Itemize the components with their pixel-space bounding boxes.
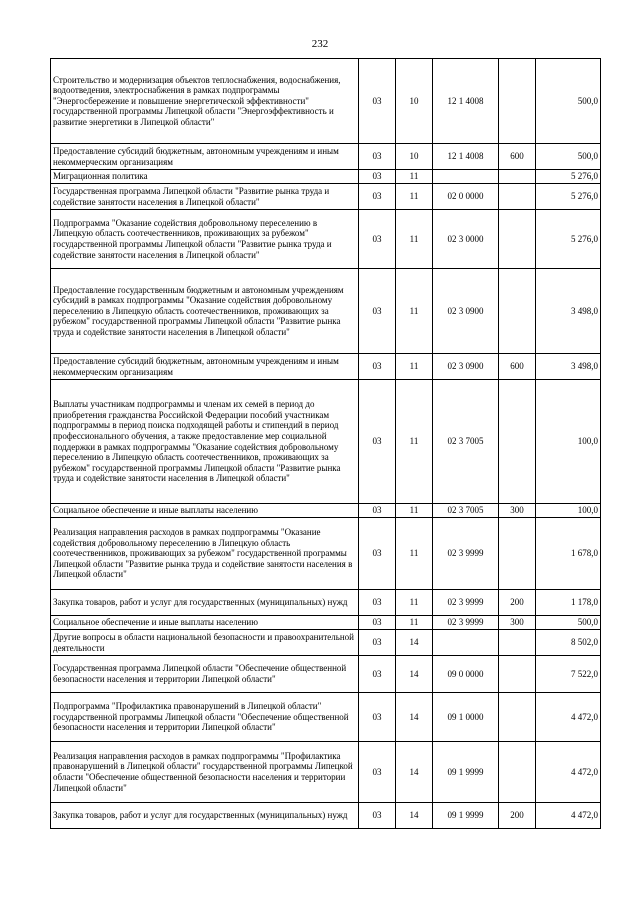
row-subsection: 11 — [396, 616, 433, 630]
row-amount: 4 472,0 — [536, 693, 601, 742]
row-amount: 1 678,0 — [536, 518, 601, 590]
row-section: 03 — [359, 693, 396, 742]
row-amount: 1 178,0 — [536, 590, 601, 616]
row-amount: 8 502,0 — [536, 630, 601, 656]
row-section: 03 — [359, 184, 396, 210]
row-subsection: 11 — [396, 354, 433, 380]
row-subsection: 14 — [396, 742, 433, 803]
row-expense — [499, 693, 536, 742]
row-name: Предоставление государственным бюджетным и автономным учреждениям субсидий в рамках подпрограммы "Оказание содействия добровольному переселению в Липецкую область соотечественников, проживающих за рубежом" государственной программы Липецкой области "Развитие рынка труда и содействие занятости населения в Липецкой области" — [51, 269, 359, 354]
row-section: 03 — [359, 590, 396, 616]
row-amount: 100,0 — [536, 504, 601, 518]
table-row — [51, 170, 601, 184]
row-name: Выплаты участникам подпрограммы и членам их семей в период до приобретения гражданства Российской Федерации пособий участникам подпрограммы в период поиска подходящей работы и стипендий в период профессионального обучения, а также предоставление мер социальной поддержки в рамках подпрограммы "Оказание содействия добровольному переселению в Липецкую область соотечественников, проживающих за рубежом" государственной программы Липецкой области "Развитие рынка труда и содействие занятости населения в Липецкой области" — [51, 380, 359, 504]
row-target: 02 3 9999 — [433, 616, 499, 630]
row-section: 03 — [359, 59, 396, 144]
row-name: Предоставление субсидий бюджетным, автономным учреждениям и иным некоммерческим организациям — [51, 354, 359, 380]
row-subsection: 11 — [396, 170, 433, 184]
row-subsection: 14 — [396, 803, 433, 829]
row-target: 02 3 7005 — [433, 504, 499, 518]
row-section: 03 — [359, 269, 396, 354]
row-amount: 3 498,0 — [536, 269, 601, 354]
row-section: 03 — [359, 518, 396, 590]
table-row — [51, 269, 601, 354]
row-expense: 300 — [499, 616, 536, 630]
row-amount: 4 472,0 — [536, 742, 601, 803]
row-name: Миграционная политика — [51, 170, 359, 184]
row-expense — [499, 630, 536, 656]
row-section: 03 — [359, 354, 396, 380]
row-expense — [499, 518, 536, 590]
row-target: 09 1 0000 — [433, 693, 499, 742]
row-amount: 100,0 — [536, 380, 601, 504]
row-expense — [499, 170, 536, 184]
row-expense: 600 — [499, 354, 536, 380]
row-section: 03 — [359, 210, 396, 269]
row-name: Подпрограмма "Оказание содействия добровольному переселению в Липецкую область соотечественников, проживающих за рубежом" государственной программы Липецкой области "Развитие рынка труда и содействие занятости населения в Липецкой области" — [51, 210, 359, 269]
row-name: Предоставление субсидий бюджетным, автономным учреждениям и иным некоммерческим организациям — [51, 144, 359, 170]
row-expense: 200 — [499, 803, 536, 829]
row-target: 12 1 4008 — [433, 59, 499, 144]
row-subsection: 11 — [396, 380, 433, 504]
table-row — [51, 504, 601, 518]
row-name: Социальное обеспечение и иные выплаты населению — [51, 616, 359, 630]
table-row — [51, 656, 601, 693]
table-row — [51, 144, 601, 170]
row-target: 02 3 0900 — [433, 269, 499, 354]
row-section: 03 — [359, 380, 396, 504]
row-subsection: 14 — [396, 630, 433, 656]
row-amount: 4 472,0 — [536, 803, 601, 829]
row-section: 03 — [359, 742, 396, 803]
row-target: 12 1 4008 — [433, 144, 499, 170]
row-expense: 200 — [499, 590, 536, 616]
row-section: 03 — [359, 630, 396, 656]
row-subsection: 11 — [396, 504, 433, 518]
row-section: 03 — [359, 616, 396, 630]
row-target: 02 3 9999 — [433, 518, 499, 590]
row-section: 03 — [359, 504, 396, 518]
row-subsection: 14 — [396, 693, 433, 742]
row-amount: 500,0 — [536, 144, 601, 170]
row-target: 02 3 0000 — [433, 210, 499, 269]
row-name: Реализация направления расходов в рамках подпрограммы "Профилактика правонарушений в Липецкой области" государственной программы Липецкой области "Обеспечение общественной безопасности населения и территории Липецкой области" — [51, 742, 359, 803]
row-target: 02 3 7005 — [433, 380, 499, 504]
row-amount: 7 522,0 — [536, 656, 601, 693]
table-row — [51, 184, 601, 210]
table-row — [51, 630, 601, 656]
table-row — [51, 616, 601, 630]
row-target: 02 3 0900 — [433, 354, 499, 380]
row-section: 03 — [359, 803, 396, 829]
row-subsection: 11 — [396, 590, 433, 616]
row-name: Государственная программа Липецкой области "Развитие рынка труда и содействие занятости населения в Липецкой области" — [51, 184, 359, 210]
table-row — [51, 59, 601, 144]
row-target — [433, 630, 499, 656]
table-row — [51, 693, 601, 742]
row-section: 03 — [359, 656, 396, 693]
row-name: Социальное обеспечение и иные выплаты населению — [51, 504, 359, 518]
table-row — [51, 803, 601, 829]
row-expense: 600 — [499, 144, 536, 170]
row-target: 09 1 9999 — [433, 742, 499, 803]
row-expense — [499, 210, 536, 269]
table-row — [51, 518, 601, 590]
row-name: Подпрограмма "Профилактика правонарушений в Липецкой области" государственной программы Липецкой области "Обеспечение общественной безопасности населения и территории Липецкой области" — [51, 693, 359, 742]
row-target: 02 0 0000 — [433, 184, 499, 210]
row-expense: 300 — [499, 504, 536, 518]
row-subsection: 11 — [396, 269, 433, 354]
row-subsection: 10 — [396, 59, 433, 144]
row-expense — [499, 656, 536, 693]
row-name: Строительство и модернизация объектов теплоснабжения, водоснабжения, водоотведения, электроснабжения в рамках подпрограммы "Энергосбережение и повышение энергетической эффективности" государственной программы Липецкой области "Энергоэффективность и развитие энергетики в Липецкой области" — [51, 59, 359, 144]
budget-table — [50, 58, 601, 829]
row-expense — [499, 269, 536, 354]
table-row — [51, 590, 601, 616]
row-expense — [499, 184, 536, 210]
row-name: Государственная программа Липецкой области "Обеспечение общественной безопасности населения и территории Липецкой области" — [51, 656, 359, 693]
row-expense — [499, 742, 536, 803]
row-amount: 3 498,0 — [536, 354, 601, 380]
row-subsection: 11 — [396, 518, 433, 590]
row-amount: 5 276,0 — [536, 184, 601, 210]
row-subsection: 11 — [396, 210, 433, 269]
row-name: Закупка товаров, работ и услуг для государственных (муниципальных) нужд — [51, 803, 359, 829]
row-expense — [499, 380, 536, 504]
row-target: 02 3 9999 — [433, 590, 499, 616]
table-row — [51, 380, 601, 504]
page-number: 232 — [311, 38, 329, 50]
row-target: 09 1 9999 — [433, 803, 499, 829]
table-row — [51, 354, 601, 380]
row-target: 09 0 0000 — [433, 656, 499, 693]
row-name: Закупка товаров, работ и услуг для государственных (муниципальных) нужд — [51, 590, 359, 616]
row-subsection: 14 — [396, 656, 433, 693]
table-row — [51, 742, 601, 803]
table-row — [51, 210, 601, 269]
row-subsection: 11 — [396, 184, 433, 210]
row-amount: 5 276,0 — [536, 170, 601, 184]
row-expense — [499, 59, 536, 144]
row-amount: 500,0 — [536, 616, 601, 630]
row-target — [433, 170, 499, 184]
row-section: 03 — [359, 170, 396, 184]
row-name: Другие вопросы в области национальной безопасности и правоохранительной деятельности — [51, 630, 359, 656]
row-section: 03 — [359, 144, 396, 170]
row-name: Реализация направления расходов в рамках подпрограммы "Оказание содействия добровольному переселению в Липецкую область соотечественников, проживающих за рубежом" государственной программы Липецкой области "Развитие рынка труда и содействие занятости населения в Липецкой области" — [51, 518, 359, 590]
row-subsection: 10 — [396, 144, 433, 170]
row-amount: 5 276,0 — [536, 210, 601, 269]
row-amount: 500,0 — [536, 59, 601, 144]
